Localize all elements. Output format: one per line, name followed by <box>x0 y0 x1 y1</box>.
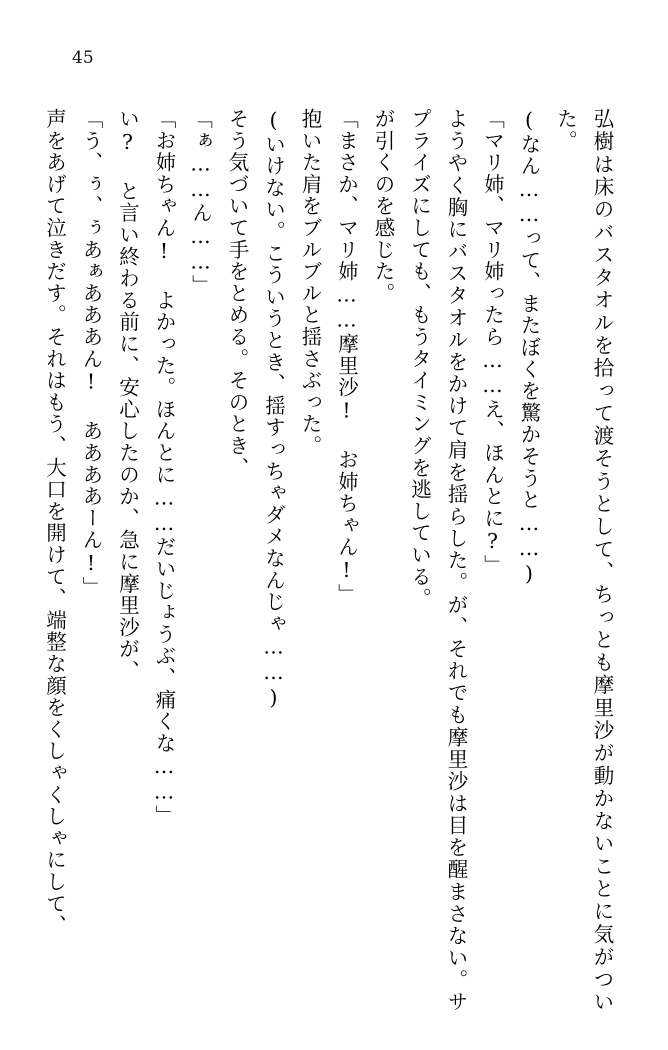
paragraph: 「まさか、マリ姉……摩里沙! お姉ちゃん!」 <box>334 108 359 606</box>
paragraph: 「ぁ……ん……」 <box>188 108 213 297</box>
paragraph: 「う、ぅ、ぅあぁあああん! ああああーん!」 <box>79 108 103 599</box>
paragraph: (なん……って、またぼくを驚かそうと……) <box>517 108 541 587</box>
page-number: 45 <box>72 48 94 68</box>
paragraph: が引くのを感じた。 <box>371 108 395 305</box>
novel-body-text <box>40 108 620 1013</box>
paragraph: 「お姉ちゃん! よかった。ほんとに……だいじょうぶ、痛くな……」 <box>152 108 176 827</box>
paragraph: ようやく胸にバスタオルをかけて肩を揺らした。が、それでも摩里沙は目を醒まさない。サプライズにしても、もうタイミングを逃している。 <box>407 108 468 1013</box>
paragraph: い? と言い終わる前に、安心したのか、急に摩里沙が、 <box>115 108 140 682</box>
paragraph: そう気づいて手をとめる。そのとき、 <box>225 108 249 479</box>
paragraph: 声をあげて泣きだす。それはもう、大口を開けて、端整な顔をくしゃくしゃにして、 <box>42 108 67 937</box>
paragraph: 抱いた肩をブルブルと揺さぶった。 <box>298 108 322 457</box>
paragraph: 「マリ姉、マリ姉ったら……え、ほんとに?」 <box>480 108 505 577</box>
paragraph: (いけない。こういうとき、揺すっちゃダメなんじゃ……) <box>261 108 286 711</box>
paragraph: 弘樹は床のバスタオルを拾って渡そうとして、ちっとも摩里沙が動かないことに気がついた。 <box>553 108 614 1013</box>
